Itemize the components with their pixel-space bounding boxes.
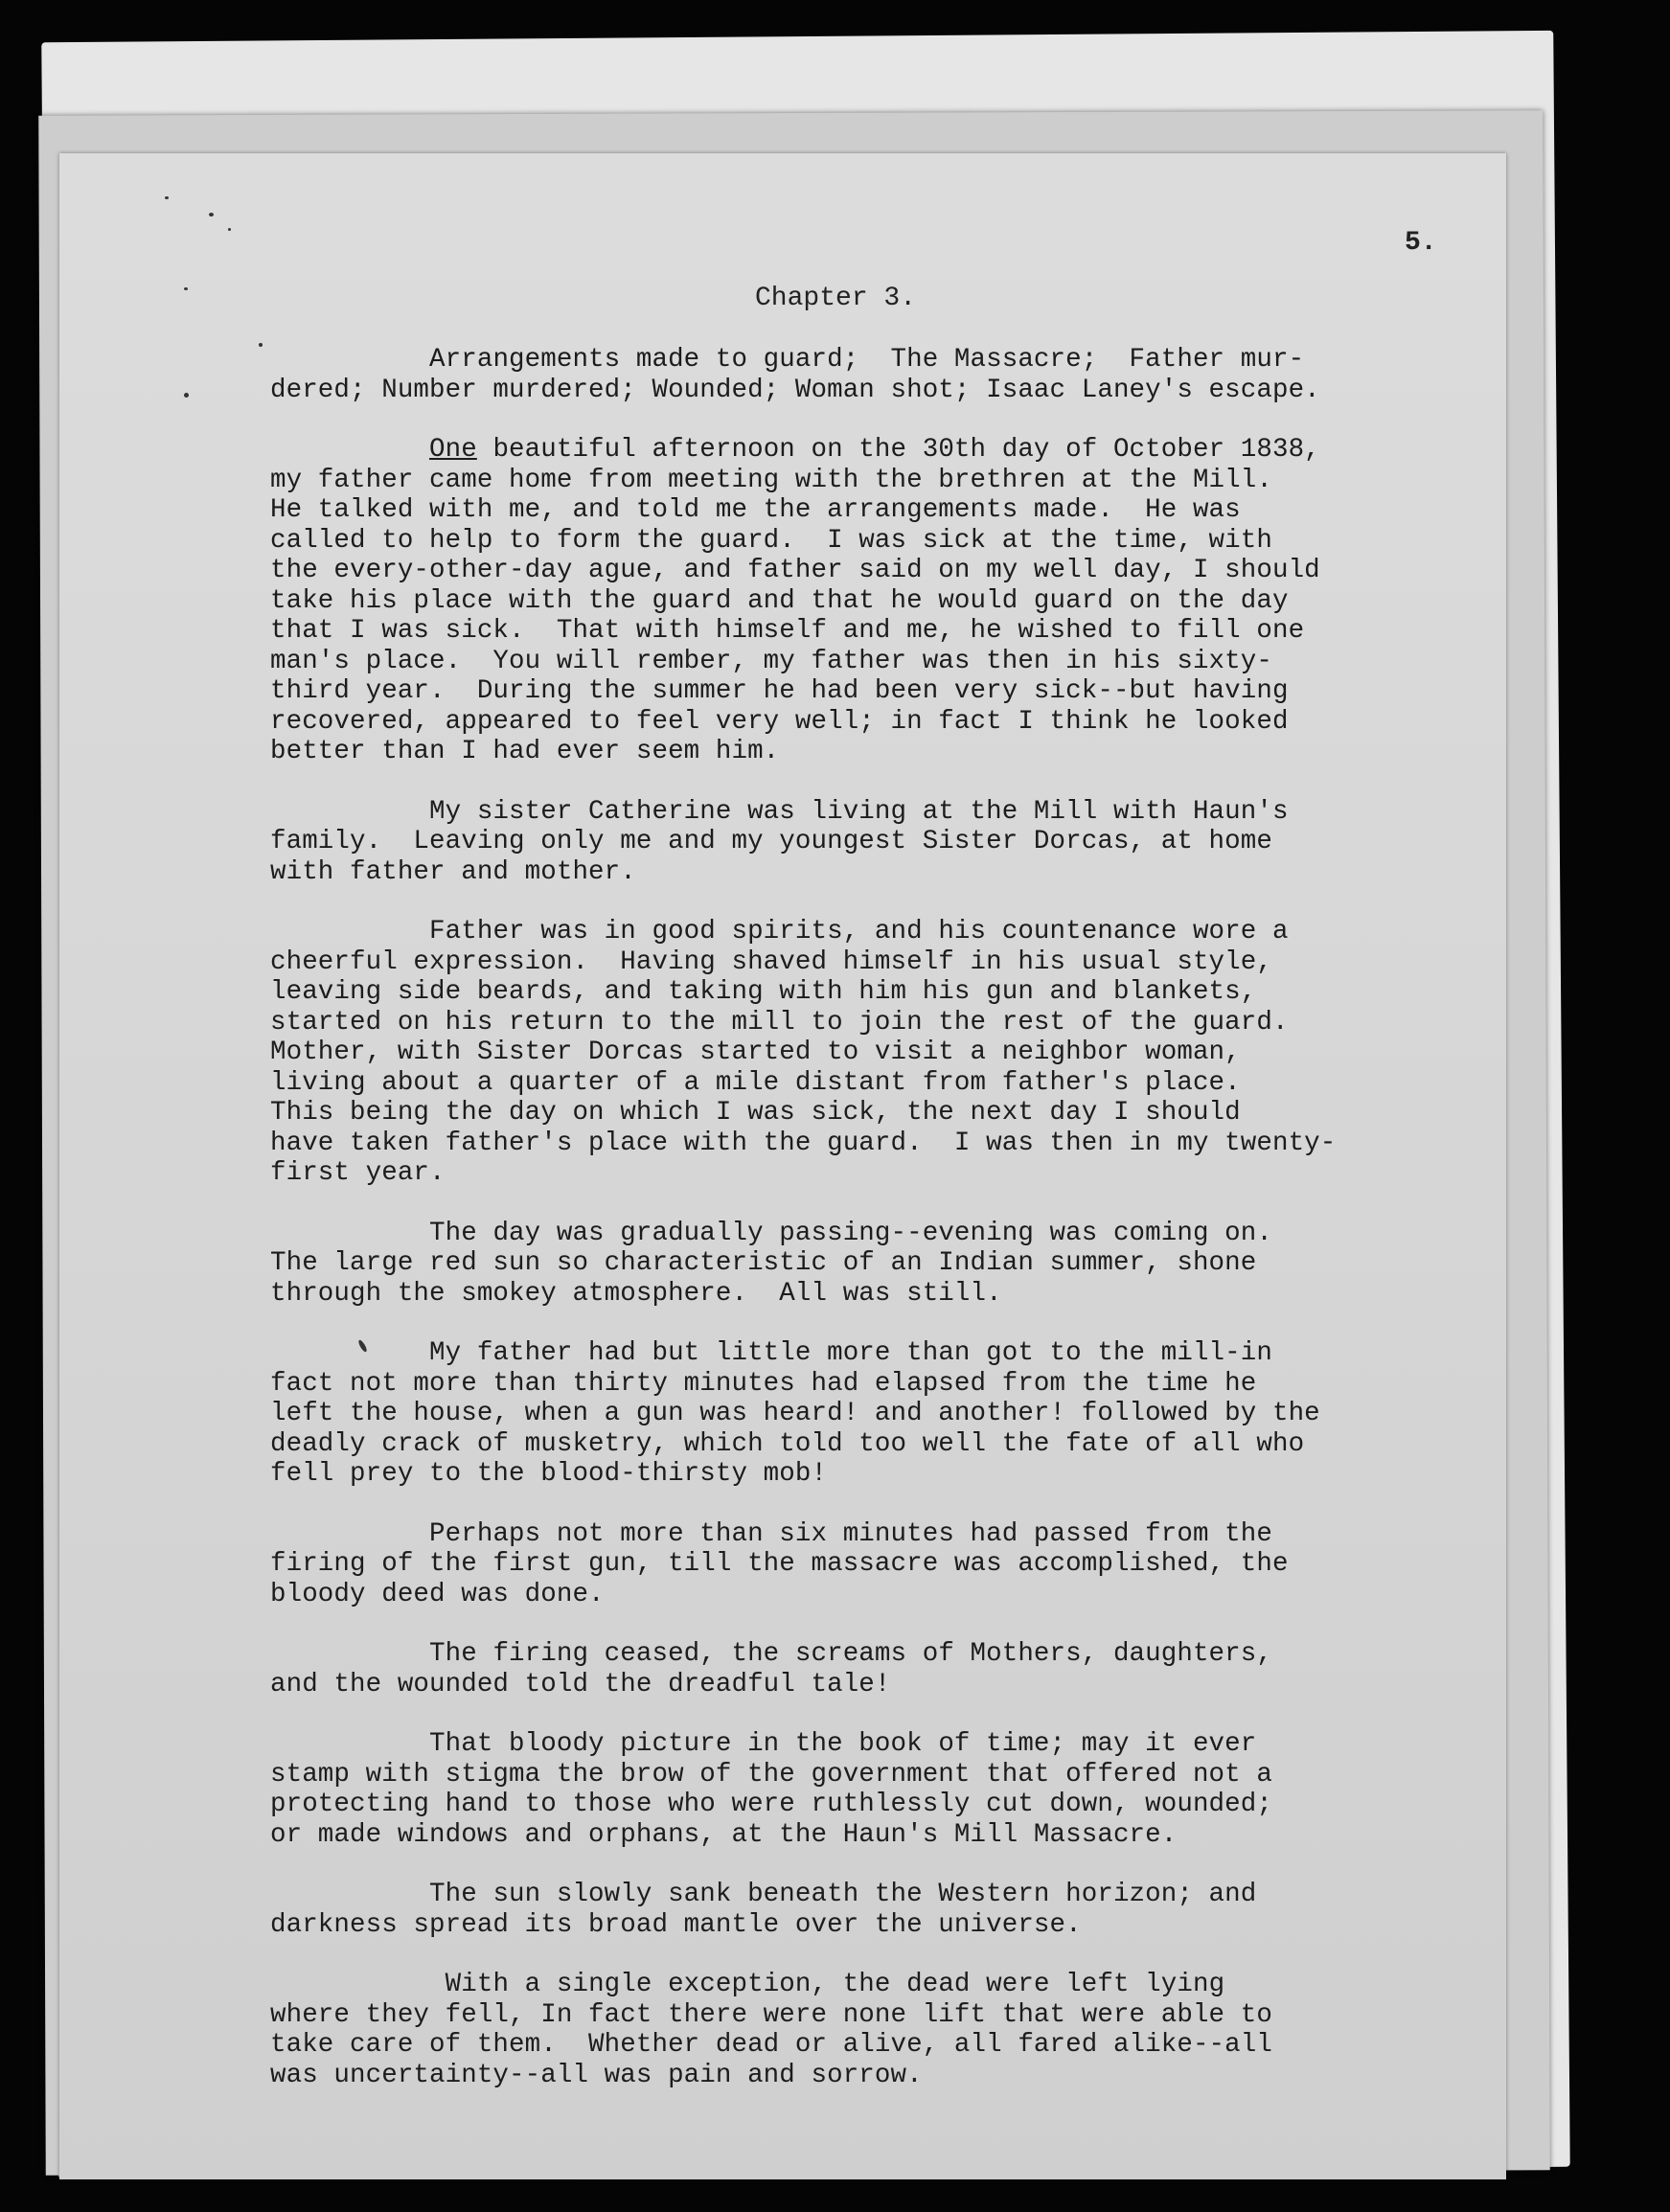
paragraph	[270, 1970, 1439, 2090]
text-line: that I was sick. That with himself and me, he wished to fill one	[270, 616, 1305, 646]
paragraph	[270, 1219, 1439, 1310]
text-line: The day was gradually passing--evening was coming on.	[429, 1218, 1272, 1248]
text-line: first year.	[270, 1158, 446, 1188]
text-line: dered; Number murdered; Wounded; Woman shot; Isaac Laney's escape.	[270, 375, 1320, 405]
text-line: The sun slowly sank beneath the Western horizon; and	[429, 1880, 1257, 1909]
text-line: man's place. You will rember, my father was then in his sixty-	[270, 646, 1272, 676]
paragraph	[270, 1338, 1439, 1490]
paragraph	[270, 1729, 1439, 1850]
text-line: and the wounded told the dreadful tale!	[270, 1669, 891, 1699]
paragraph	[270, 435, 1439, 767]
text-line: third year. During the summer he had been very sick--but having	[270, 676, 1289, 706]
text-line: living about a quarter of a mile distant from father's place.	[270, 1067, 1241, 1098]
text-line: take his place with the guard and that he would guard on the day	[270, 585, 1289, 616]
paragraph	[270, 797, 1439, 888]
text-line: started on his return to the mill to join the rest of the guard.	[270, 1007, 1289, 1038]
text-line: the every-other-day ague, and father said on my well day, I should	[270, 556, 1320, 585]
text-line: cheerful expression. Having shaved himself in his usual style,	[270, 946, 1272, 977]
text-line: One beautiful afternoon on the 30th day of October 1838,	[429, 435, 1320, 465]
text-line: Father was in good spirits, and his countenance wore a	[429, 917, 1289, 946]
page-number: 5.	[1405, 228, 1437, 258]
text-line: bloody deed was done.	[270, 1579, 605, 1609]
text-line: or made windows and orphans, at the Haun's Mill Massacre.	[270, 1819, 1178, 1850]
text-line: family. Leaving only me and my youngest Sister Dorcas, at home	[270, 827, 1272, 856]
text-line: fell prey to the blood-thirsty mob!	[270, 1459, 828, 1489]
text-line: have taken father's place with the guard. I was then in my twenty-	[270, 1128, 1337, 1158]
ink-speck	[184, 393, 189, 398]
paragraph	[270, 1639, 1439, 1699]
text-line: My sister Catherine was living at the Mill with Haun's	[429, 796, 1289, 827]
body-text	[270, 345, 1439, 2120]
text-line: take care of them. Whether dead or alive, all fared alike--all	[270, 2030, 1272, 2060]
text-line: where they fell, In fact there were none lift that were able to	[270, 1999, 1272, 2030]
paragraph	[270, 345, 1439, 405]
ink-speck	[184, 287, 188, 290]
text-line: That bloody picture in the book of time; may it ever	[429, 1729, 1257, 1759]
text-line: better than I had ever seem him.	[270, 737, 780, 766]
text-line: was uncertainty--all was pain and sorrow.	[270, 2060, 923, 2090]
text-line: My father had but little more than got to the mill-in	[429, 1338, 1272, 1368]
ink-speck	[209, 213, 214, 217]
text-line: left the house, when a gun was heard! and another! followed by the	[270, 1399, 1320, 1428]
text-line: with father and mother.	[270, 856, 636, 887]
underlined-word: One	[429, 435, 477, 465]
chapter-title: Chapter 3.	[755, 284, 917, 313]
text-line: called to help to form the guard. I was sick at the time, with	[270, 525, 1272, 556]
text-line: With a single exception, the dead were left lying	[445, 1970, 1225, 1999]
text-line: He talked with me, and told me the arrangements made. He was	[270, 495, 1241, 525]
text-line: darkness spread its broad mantle over the universe.	[270, 1909, 1082, 1940]
text-line: Arrangements made to guard; The Massacre; Father mur-	[429, 345, 1305, 375]
text-line: Mother, with Sister Dorcas started to visit a neighbor woman,	[270, 1038, 1241, 1067]
text-line: firing of the first gun, till the massacre was accomplished, the	[270, 1549, 1289, 1579]
text-line: fact not more than thirty minutes had elapsed from the time he	[270, 1368, 1257, 1399]
text-line: recovered, appeared to feel very well; in fact I think he looked	[270, 706, 1289, 737]
text-line: Perhaps not more than six minutes had passed from the	[429, 1518, 1272, 1549]
text-line: deadly crack of musketry, which told too well the fate of all who	[270, 1428, 1305, 1459]
ink-speck	[165, 196, 169, 199]
ink-speck	[259, 343, 263, 347]
paragraph	[270, 1519, 1439, 1610]
text-line: The firing ceased, the screams of Mothers, daughters,	[429, 1639, 1272, 1669]
text-line: leaving side beards, and taking with him his gun and blankets,	[270, 977, 1257, 1007]
text-line: protecting hand to those who were ruthlessly cut down, wounded;	[270, 1790, 1272, 1819]
text-line: through the smokey atmosphere. All was still.	[270, 1278, 1002, 1309]
text-line: stamp with stigma the brow of the government that offered not a	[270, 1759, 1272, 1790]
ink-speck	[228, 228, 231, 231]
paragraph	[270, 1880, 1439, 1940]
text-line: my father came home from meeting with the brethren at the Mill.	[270, 465, 1272, 495]
paragraph	[270, 917, 1439, 1189]
text-line: This being the day on which I was sick, the next day I should	[270, 1098, 1241, 1128]
text-line: The large red sun so characteristic of an Indian summer, shone	[270, 1248, 1257, 1278]
